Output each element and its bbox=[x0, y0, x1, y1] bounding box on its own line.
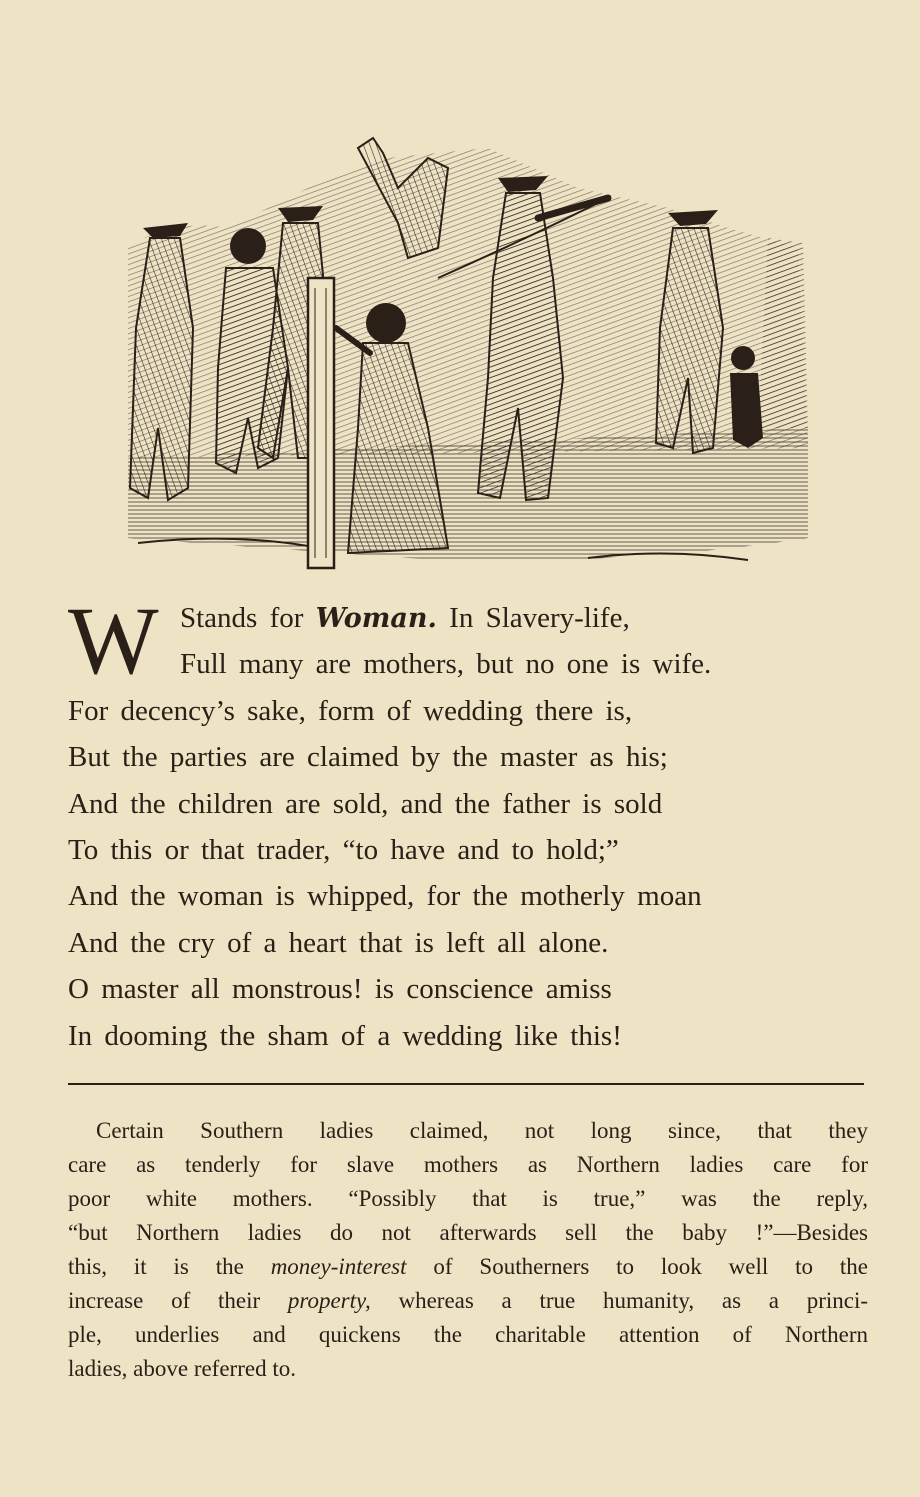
engraving-icon bbox=[108, 128, 818, 578]
divider-rule bbox=[68, 1083, 864, 1085]
footnote-line-5 bbox=[68, 1250, 868, 1284]
verse-line-1-end: In Slavery-life, bbox=[449, 602, 630, 634]
footnote-line-5-end: of Southerners to look well to the bbox=[433, 1254, 869, 1279]
verse-line-8: And the cry of a heart that is left all alone. bbox=[68, 927, 609, 959]
verse-line-10: In dooming the sham of a wedding like this! bbox=[68, 1020, 622, 1052]
verse-line-9: O master all monstrous! is conscience amiss bbox=[68, 973, 612, 1005]
footnote-line-8: ladies, above referred to. bbox=[68, 1356, 296, 1381]
footnote-line-5-start: this, it is the bbox=[68, 1254, 244, 1279]
footnote-line-7: ple, underlies and quickens the charitable attention of Northern bbox=[68, 1322, 868, 1347]
engraving-illustration bbox=[108, 128, 818, 578]
verse-line-6: To this or that trader, “to have and to hold;” bbox=[68, 834, 619, 866]
footnote-line-4: “but Northern ladies do not afterwards sell the baby !”—Besides bbox=[68, 1220, 868, 1245]
drop-cap: W bbox=[68, 587, 157, 694]
verse-line-7: And the woman is whipped, for the motherly moan bbox=[68, 880, 702, 912]
footnote-line-2: care as tenderly for slave mothers as Northern ladies care for bbox=[68, 1152, 868, 1177]
verse-line-3: For decency’s sake, form of wedding there is, bbox=[68, 695, 633, 727]
verse-keyword-woman: Woman. bbox=[315, 603, 437, 634]
verse-line-2: Full many are mothers, but no one is wife. bbox=[180, 648, 712, 680]
footnote-line-6 bbox=[68, 1284, 868, 1318]
footnote-italic-money-interest: money-interest bbox=[270, 1254, 407, 1279]
footnote-line-3: poor white mothers. “Possibly that is true,” was the reply, bbox=[68, 1186, 868, 1211]
verse-line-1-start: Stands for bbox=[180, 602, 304, 634]
footnote-line-6-end: whereas a true humanity, as a princi- bbox=[398, 1288, 869, 1313]
footnote-line-6-start: increase of their bbox=[68, 1288, 261, 1313]
verse-line-5: And the children are sold, and the father is sold bbox=[68, 788, 663, 820]
verse-line-1 bbox=[180, 598, 630, 639]
footnote-line-1: Certain Southern ladies claimed, not long since, that they bbox=[96, 1118, 868, 1143]
footnote-italic-property: property, bbox=[287, 1288, 371, 1313]
verse-line-4: But the parties are claimed by the master as his; bbox=[68, 741, 668, 773]
